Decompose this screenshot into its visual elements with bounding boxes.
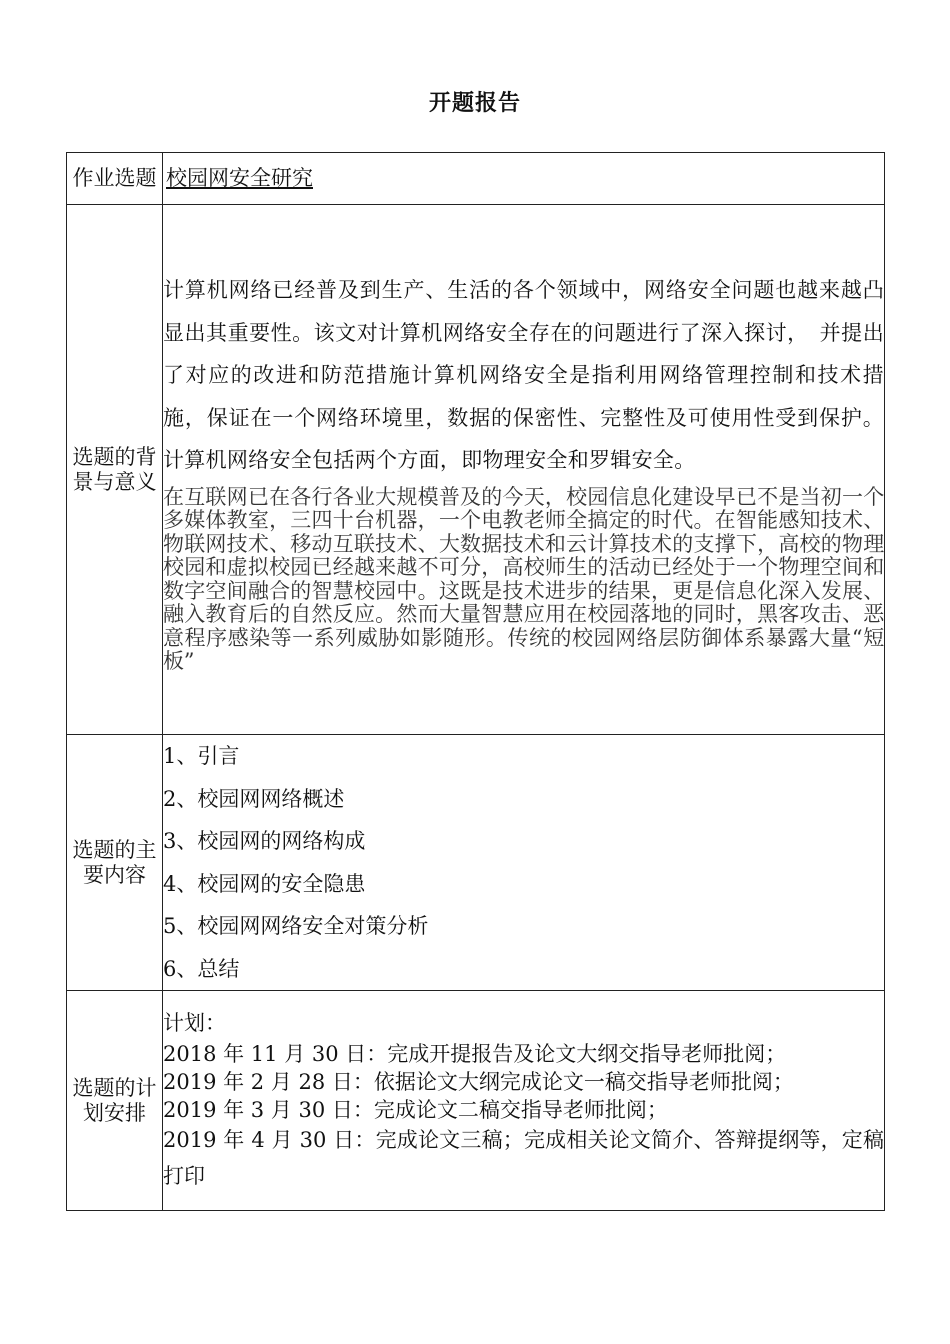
- report-table: [66, 152, 885, 1211]
- content-item-2: 2、校园网网络概述: [163, 786, 345, 811]
- content-item-4: 4、校园网的安全隐患: [163, 871, 366, 896]
- content-item-3: 3、校园网的网络构成: [163, 829, 366, 853]
- row-content: [67, 735, 885, 991]
- plan-item-4: 2019 年 4 月 30 日：完成论文三稿；完成相关论文简介、答辩提纲等，定稿打印: [163, 1127, 884, 1188]
- plan-item-3: 2019 年 3 月 30 日：完成论文二稿交指导老师批阅；: [163, 1097, 668, 1122]
- content-item-6: 6、总结: [163, 956, 240, 981]
- row-topic: [67, 153, 885, 205]
- content-item-5: 5、校园网网络安全对策分析: [163, 914, 429, 938]
- topic-value-wrap: [163, 154, 884, 203]
- plan-heading: 计划：: [163, 1010, 226, 1035]
- plan-item-2: 2019 年 2 月 28 日：依据论文大纲完成论文一稿交指导老师批阅；: [163, 1069, 794, 1094]
- row-background: [67, 205, 885, 735]
- cell-background: [163, 205, 885, 735]
- background-paragraph-1: 计算机网络已经普及到生产、生活的各个领域中，网络安全问题也越来越凸显出其重要性。该文对计算机网络安全存在的问题进行了深入探讨， 并提出了对应的改进和防范措施计算机网络安全是指利用网络管理控制和技术措施，保证在一个网络环境里，数据的保密性、完整性及可使用性受到保护。计算机网络安全包括两个方面，即物理安全和罗辑安全。: [163, 278, 884, 473]
- label-topic: 作业选题: [67, 153, 163, 205]
- plan-item-1: 2018 年 11 月 30 日：完成开提报告及论文大纲交指导老师批阅；: [163, 1041, 787, 1066]
- row-plan: [67, 991, 885, 1211]
- cell-plan: [163, 991, 885, 1211]
- label-content: 选题的主要内容: [67, 735, 163, 991]
- cell-topic: [163, 153, 885, 205]
- page-title: 开题报告: [428, 91, 521, 116]
- content-item-1: 1、引言: [163, 744, 240, 768]
- background-paragraph-2: 在互联网已在各行各业大规模普及的今天，校园信息化建设早已不是当初一个多媒体教室，三四十台机器，一个电教老师全搞定的时代。在智能感知技术、物联网技术、移动互联技术、大数据技术和云计算技术的支撑下，高校的物理校园和虚拟校园已经越来越不可分，高校师生的活动已经处于一个物理空间和数字空间融合的智慧校园中。这既是技术进步的结果，更是信息化深入发展、融入教育后的自然反应。然而大量智慧应用在校园落地的同时，黑客攻击、恶意程序感染等一系列威胁如影随形。传统的校园网络层防御体系暴露大量“短板”: [163, 484, 884, 674]
- topic-value: 校园网安全研究: [166, 166, 313, 190]
- cell-content: [163, 735, 885, 991]
- label-plan: 选题的计划安排: [67, 991, 163, 1211]
- label-background: 选题的背景与意义: [67, 205, 163, 735]
